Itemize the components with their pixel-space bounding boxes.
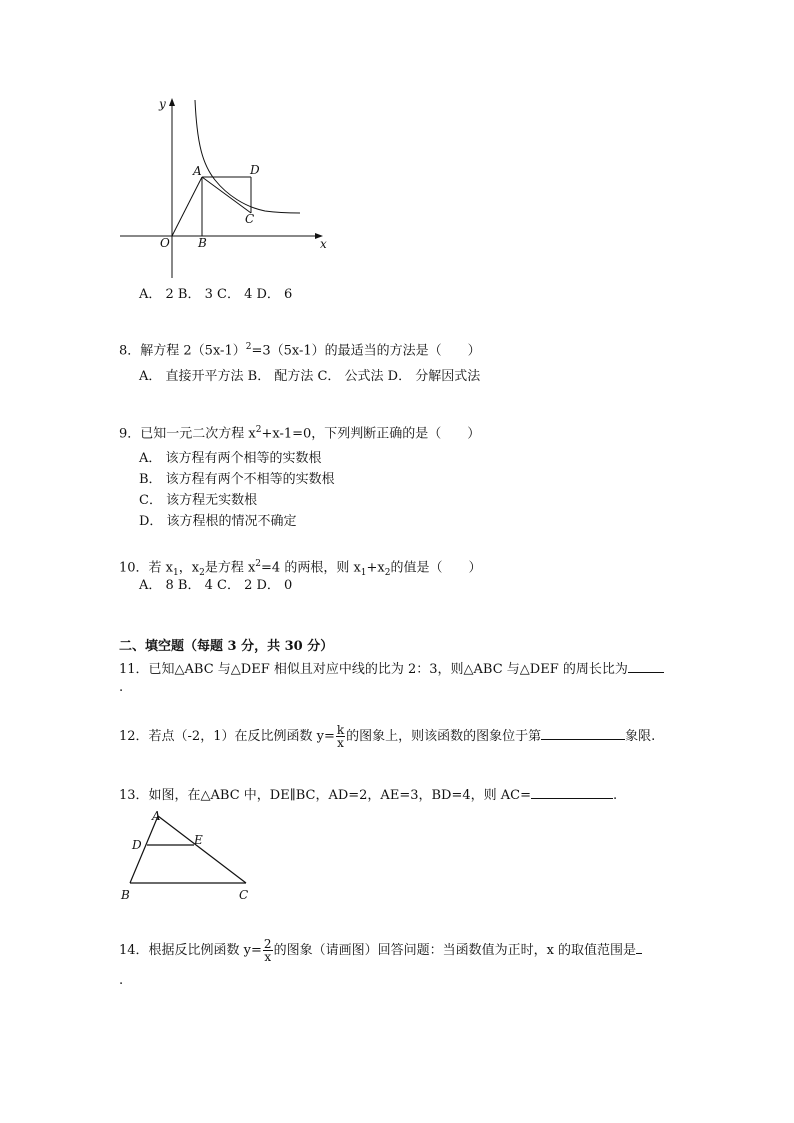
- q8-stem: [119, 338, 481, 360]
- q11-text: 11．已知△ABC 与△DEF 相似且对应中线的比为 2：3，则△ABC 与△DEF 的周长比为: [119, 662, 628, 677]
- label-A: A: [193, 164, 202, 178]
- label-B: B: [121, 888, 130, 902]
- q12-text-b: 的图象上，则该函数的图象位于第: [346, 729, 542, 744]
- q14-text-b: 的图象（请画图）回答问题：当函数值为正时，x 的取值范围是: [273, 943, 637, 958]
- q11-stem: [119, 659, 664, 679]
- q9-stem: [119, 421, 480, 443]
- q9-option-b: B． 该方程有两个不相等的实数根: [139, 472, 335, 487]
- label-A: A: [152, 809, 161, 823]
- q12-text-a: 12．若点（-2，1）在反比例函数 y=: [119, 729, 335, 744]
- q9-option-a: A． 该方程有两个相等的实数根: [139, 451, 322, 466]
- q12-frac-num: k: [336, 723, 345, 737]
- label-D: D: [250, 163, 260, 177]
- q10-part-b: ，x: [178, 560, 200, 576]
- q14-text-a: 14．根据反比例函数 y=: [119, 943, 262, 958]
- q13-answer-blank[interactable]: [531, 785, 613, 799]
- q8-stem-a: 8．解方程 2（5x-1）: [119, 343, 246, 359]
- label-B: B: [198, 236, 207, 250]
- label-O: O: [160, 236, 170, 250]
- q7-options: A． 2 B． 3 C． 4 D． 6: [139, 287, 293, 302]
- q9-option-d: D． 该方程根的情况不确定: [139, 514, 297, 529]
- section2-title: 二、填空题（每题 3 分，共 30 分）: [119, 639, 334, 654]
- q10-sup: 2: [255, 559, 262, 569]
- q13-text: 13．如图，在△ABC 中，DE∥BC，AD=2，AE=3，BD=4，则 AC=: [119, 788, 531, 803]
- q11-answer-blank[interactable]: [628, 659, 664, 673]
- q14-answer-blank[interactable]: [636, 940, 642, 954]
- segment-OA: [172, 177, 202, 236]
- q9-stem-a: 9．已知一元二次方程 x: [119, 426, 256, 442]
- q9-option-c: C． 该方程无实数根: [139, 493, 258, 508]
- q14-stem: [119, 938, 642, 963]
- q10-options: A． 8 B． 4 C． 2 D． 0: [139, 578, 293, 593]
- q12-stem: [119, 724, 655, 749]
- q7-figure: [115, 95, 340, 285]
- q10-sub4: 2: [384, 567, 391, 578]
- q10-sub2: 2: [199, 567, 205, 578]
- q8-options: A． 直接开平方法 B． 配方法 C． 公式法 D． 分解因式法: [139, 369, 481, 384]
- label-D: D: [132, 838, 142, 852]
- q9-sup: 2: [255, 425, 262, 435]
- hyperbola-curve: [195, 100, 300, 213]
- q14-fraction: [263, 938, 273, 963]
- q12-answer-blank[interactable]: [541, 726, 625, 740]
- segment-AC: [202, 177, 251, 213]
- q11-tail: .: [119, 680, 124, 695]
- q14-frac-den: x: [264, 950, 272, 964]
- q13-stem: [119, 785, 617, 805]
- label-C: C: [245, 212, 255, 226]
- q10-sub1: 1: [173, 567, 179, 578]
- q10-part-d: =4 的两根，则 x: [261, 560, 361, 576]
- q9-stem-b: +x-1=0，下列判断正确的是（ ）: [261, 426, 481, 442]
- q12-fraction: [336, 724, 345, 749]
- q12-text-c: 象限.: [625, 729, 656, 744]
- y-axis-arrow: [169, 98, 175, 106]
- q12-frac-den: x: [337, 736, 344, 750]
- q10-sub3: 1: [360, 567, 367, 578]
- q14-tail: .: [119, 973, 124, 988]
- q8-sup: 2: [245, 342, 252, 352]
- q13-figure: [115, 808, 265, 904]
- label-x: x: [320, 237, 327, 251]
- triangle-side-AC: [158, 816, 246, 883]
- q13-tail: .: [612, 788, 618, 803]
- label-E: E: [194, 833, 203, 847]
- q8-stem-b: =3（5x-1）的最适当的方法是（ ）: [251, 343, 481, 359]
- q10-part-f: 的值是（ ）: [390, 560, 482, 576]
- q10-part-e: +x: [366, 560, 385, 576]
- label-y: y: [159, 97, 166, 111]
- q10-part-a: 10．若 x: [119, 560, 174, 576]
- label-C: C: [239, 888, 249, 902]
- q14-frac-num: 2: [263, 937, 272, 951]
- q10-part-c: 是方程 x: [204, 560, 256, 576]
